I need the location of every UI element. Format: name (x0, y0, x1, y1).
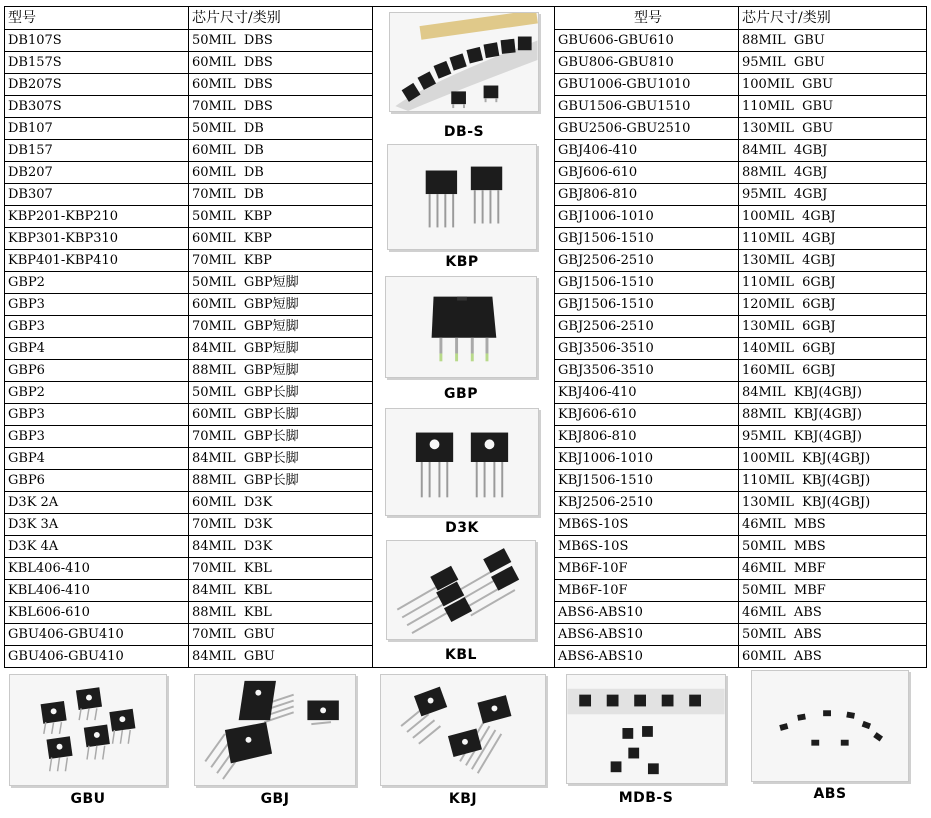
model-cell: GBJ806-810 (555, 184, 739, 206)
model-cell: GBJ1506-1510 (555, 294, 739, 316)
chip-size-cell: 120MIL 6GBJ (739, 294, 927, 316)
header-chip-size: 芯片尺寸/类别 (189, 7, 373, 30)
model-cell: GBJ3506-3510 (555, 338, 739, 360)
chip-size-cell: 88MIL GBP短脚 (189, 360, 373, 382)
model-cell: DB157S (5, 52, 189, 74)
d3k-label: D3K (445, 520, 479, 536)
gbj-label: GBJ (260, 791, 290, 807)
kbp-package-image (387, 144, 537, 250)
table-row (555, 74, 927, 96)
model-cell: MB6F-10F (555, 558, 739, 580)
chip-size-cell: 88MIL 4GBJ (739, 162, 927, 184)
model-cell: GBP3 (5, 404, 189, 426)
table-row (5, 558, 373, 580)
chip-size-cell: 60MIL KBP (189, 228, 373, 250)
table-row (5, 426, 373, 448)
chip-size-cell: 50MIL GBP长脚 (189, 382, 373, 404)
chip-size-cell: 60MIL ABS (739, 646, 927, 668)
model-cell: GBU1006-GBU1010 (555, 74, 739, 96)
chip-size-cell: 88MIL GBU (739, 30, 927, 52)
header-model: 型号 (555, 7, 739, 30)
kbj-label: KBJ (448, 791, 478, 807)
chip-size-cell: 70MIL DB (189, 184, 373, 206)
left-table-body (5, 7, 373, 668)
table-row (555, 250, 927, 272)
model-cell: GBJ1506-1510 (555, 228, 739, 250)
table-row (5, 624, 373, 646)
table-row (5, 118, 373, 140)
table-header-row (5, 7, 373, 30)
table-row (555, 514, 927, 536)
chip-size-cell: 130MIL GBU (739, 118, 927, 140)
table-row (555, 52, 927, 74)
table-row (555, 558, 927, 580)
model-cell: GBJ606-610 (555, 162, 739, 184)
chip-size-cell: 95MIL 4GBJ (739, 184, 927, 206)
model-cell: GBP6 (5, 470, 189, 492)
chip-size-cell: 84MIL D3K (189, 536, 373, 558)
kbp-label: KBP (445, 254, 479, 270)
table-row (555, 580, 927, 602)
model-cell: GBP6 (5, 360, 189, 382)
chip-size-cell: 88MIL GBP长脚 (189, 470, 373, 492)
table-row (5, 250, 373, 272)
header-model: 型号 (5, 7, 189, 30)
model-cell: GBP3 (5, 426, 189, 448)
chip-size-cell: 88MIL KBJ(4GBJ) (739, 404, 927, 426)
chip-size-cell: 88MIL KBL (189, 602, 373, 624)
model-cell: GBU1506-GBU1510 (555, 96, 739, 118)
chip-size-cell: 46MIL ABS (739, 602, 927, 624)
table-row (5, 360, 373, 382)
table-row (5, 448, 373, 470)
chip-size-cell: 50MIL DBS (189, 30, 373, 52)
table-row (555, 96, 927, 118)
model-cell: GBJ1006-1010 (555, 206, 739, 228)
gbp-label: GBP (444, 386, 478, 402)
chip-size-cell: 70MIL D3K (189, 514, 373, 536)
chip-size-cell: 60MIL DBS (189, 52, 373, 74)
mdbs-label: MDB-S (618, 790, 674, 806)
abs-package-image (751, 670, 909, 782)
model-cell: GBP4 (5, 338, 189, 360)
chip-size-cell: 60MIL D3K (189, 492, 373, 514)
chip-size-cell: 46MIL MBS (739, 514, 927, 536)
kbl-package-image (386, 540, 536, 640)
model-cell: GBU606-GBU610 (555, 30, 739, 52)
table-row (555, 228, 927, 250)
model-cell: GBU2506-GBU2510 (555, 118, 739, 140)
chip-size-cell: 70MIL GBU (189, 624, 373, 646)
model-cell: KBP401-KBP410 (5, 250, 189, 272)
chip-size-cell: 110MIL 6GBJ (739, 272, 927, 294)
table-row (5, 140, 373, 162)
chip-size-cell: 140MIL 6GBJ (739, 338, 927, 360)
table-row (555, 30, 927, 52)
chip-size-cell: 60MIL DB (189, 162, 373, 184)
table-row (5, 52, 373, 74)
model-cell: DB207 (5, 162, 189, 184)
table-row (5, 404, 373, 426)
table-row (5, 646, 373, 668)
chip-size-cell: 95MIL GBU (739, 52, 927, 74)
model-cell: GBJ3506-3510 (555, 360, 739, 382)
table-row (5, 470, 373, 492)
gbp-package-image (385, 276, 537, 378)
chip-size-cell: 46MIL MBF (739, 558, 927, 580)
model-cell: GBP2 (5, 382, 189, 404)
chip-size-cell: 84MIL KBL (189, 580, 373, 602)
model-cell: GBP3 (5, 316, 189, 338)
table-row (555, 646, 927, 668)
chip-size-cell: 70MIL GBP长脚 (189, 426, 373, 448)
chip-size-cell: 84MIL GBP短脚 (189, 338, 373, 360)
model-cell: GBP3 (5, 294, 189, 316)
table-row (5, 30, 373, 52)
table-row (555, 162, 927, 184)
chip-size-cell: 110MIL KBJ(4GBJ) (739, 470, 927, 492)
d3k-package-image (385, 408, 539, 516)
table-row (555, 624, 927, 646)
gbj-package-image (194, 674, 356, 786)
table-row (5, 338, 373, 360)
model-cell: KBP201-KBP210 (5, 206, 189, 228)
table-row (555, 272, 927, 294)
table-row (555, 360, 927, 382)
model-cell: DB157 (5, 140, 189, 162)
table-row (5, 206, 373, 228)
chip-size-cell: 70MIL KBL (189, 558, 373, 580)
model-cell: D3K 2A (5, 492, 189, 514)
chip-size-cell: 160MIL 6GBJ (739, 360, 927, 382)
table-row (5, 514, 373, 536)
model-cell: D3K 3A (5, 514, 189, 536)
table-row (5, 272, 373, 294)
table-row (555, 184, 927, 206)
table-row (555, 492, 927, 514)
model-cell: GBJ2506-2510 (555, 316, 739, 338)
right-table-body (555, 7, 927, 668)
table-row (5, 602, 373, 624)
model-cell: GBJ1506-1510 (555, 272, 739, 294)
chip-size-cell: 84MIL KBJ(4GBJ) (739, 382, 927, 404)
model-cell: GBJ406-410 (555, 140, 739, 162)
chip-size-cell: 60MIL GBP长脚 (189, 404, 373, 426)
chip-size-cell: 100MIL GBU (739, 74, 927, 96)
kbj-package-image (380, 674, 546, 786)
chip-size-cell: 110MIL 4GBJ (739, 228, 927, 250)
chip-size-cell: 130MIL 4GBJ (739, 250, 927, 272)
chip-size-cell: 70MIL GBP短脚 (189, 316, 373, 338)
table-row (5, 382, 373, 404)
model-cell: KBP301-KBP310 (5, 228, 189, 250)
left-parts-table (4, 6, 373, 668)
dbs-label: DB-S (443, 124, 485, 140)
model-cell: GBJ2506-2510 (555, 250, 739, 272)
model-cell: KBJ1006-1010 (555, 448, 739, 470)
model-cell: GBU806-GBU810 (555, 52, 739, 74)
top-edge-strip (6, 0, 566, 5)
model-cell: KBJ806-810 (555, 426, 739, 448)
table-row (555, 206, 927, 228)
abs-label: ABS (813, 786, 847, 802)
table-row (555, 382, 927, 404)
table-row (555, 118, 927, 140)
model-cell: KBJ406-410 (555, 382, 739, 404)
model-cell: GBU406-GBU410 (5, 624, 189, 646)
gbu-package-image (9, 674, 167, 786)
model-cell: D3K 4A (5, 536, 189, 558)
table-row (5, 96, 373, 118)
chip-size-cell: 60MIL GBP短脚 (189, 294, 373, 316)
chip-size-cell: 50MIL DB (189, 118, 373, 140)
table-header-row (555, 7, 927, 30)
chip-size-cell: 50MIL GBP短脚 (189, 272, 373, 294)
table-row (555, 140, 927, 162)
chip-size-cell: 50MIL KBP (189, 206, 373, 228)
chip-size-cell: 60MIL DB (189, 140, 373, 162)
header-chip-size: 芯片尺寸/类别 (739, 7, 927, 30)
table-row (5, 228, 373, 250)
model-cell: ABS6-ABS10 (555, 624, 739, 646)
model-cell: GBP2 (5, 272, 189, 294)
chip-size-cell: 50MIL ABS (739, 624, 927, 646)
table-row (5, 536, 373, 558)
chip-size-cell: 100MIL KBJ(4GBJ) (739, 448, 927, 470)
chip-size-cell: 50MIL MBF (739, 580, 927, 602)
table-row (5, 316, 373, 338)
model-cell: KBL406-410 (5, 558, 189, 580)
chip-size-cell: 70MIL KBP (189, 250, 373, 272)
model-cell: ABS6-ABS10 (555, 602, 739, 624)
model-cell: GBP4 (5, 448, 189, 470)
model-cell: KBJ2506-2510 (555, 492, 739, 514)
model-cell: GBU406-GBU410 (5, 646, 189, 668)
right-parts-table (554, 6, 927, 668)
model-cell: MB6S-10S (555, 536, 739, 558)
model-cell: KBL406-410 (5, 580, 189, 602)
table-row (555, 448, 927, 470)
chip-size-cell: 84MIL GBU (189, 646, 373, 668)
mdbs-package-image (566, 674, 726, 784)
table-row (555, 536, 927, 558)
chip-size-cell: 110MIL GBU (739, 96, 927, 118)
table-row (5, 184, 373, 206)
chip-size-cell: 84MIL GBP长脚 (189, 448, 373, 470)
model-cell: DB107S (5, 30, 189, 52)
table-row (555, 426, 927, 448)
kbl-label: KBL (445, 647, 477, 663)
chip-size-cell: 84MIL 4GBJ (739, 140, 927, 162)
chip-size-cell: 100MIL 4GBJ (739, 206, 927, 228)
model-cell: MB6F-10F (555, 580, 739, 602)
table-row (555, 316, 927, 338)
chip-size-cell: 60MIL DBS (189, 74, 373, 96)
table-row (555, 338, 927, 360)
table-row (555, 404, 927, 426)
chip-size-cell: 130MIL KBJ(4GBJ) (739, 492, 927, 514)
model-cell: DB107 (5, 118, 189, 140)
model-cell: DB207S (5, 74, 189, 96)
model-cell: KBJ606-610 (555, 404, 739, 426)
table-row (555, 470, 927, 492)
model-cell: KBL606-610 (5, 602, 189, 624)
chip-size-cell: 130MIL 6GBJ (739, 316, 927, 338)
model-cell: KBJ1506-1510 (555, 470, 739, 492)
gbu-label: GBU (70, 791, 106, 807)
model-cell: MB6S-10S (555, 514, 739, 536)
chip-size-cell: 50MIL MBS (739, 536, 927, 558)
table-row (5, 492, 373, 514)
model-cell: ABS6-ABS10 (555, 646, 739, 668)
chip-size-cell: 95MIL KBJ(4GBJ) (739, 426, 927, 448)
table-row (5, 74, 373, 96)
table-row (5, 294, 373, 316)
table-row (555, 602, 927, 624)
chip-size-cell: 70MIL DBS (189, 96, 373, 118)
model-cell: DB307 (5, 184, 189, 206)
dbs-package-image (389, 12, 539, 112)
model-cell: DB307S (5, 96, 189, 118)
table-row (5, 162, 373, 184)
table-row (555, 294, 927, 316)
table-row (5, 580, 373, 602)
